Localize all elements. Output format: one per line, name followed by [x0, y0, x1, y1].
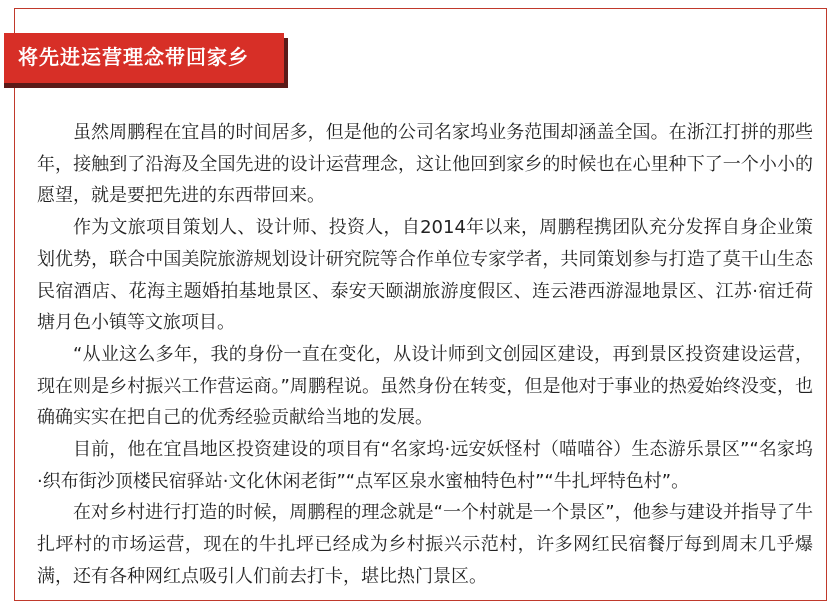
- section-title-banner: [0, 33, 284, 83]
- paragraph-5: 在对乡村进行打造的时候，周鹏程的理念就是“一个村就是一个景区”，他参与建设并指导了牛扎坪村的市场运营，现在的牛扎坪已经成为乡村振兴示范村，许多网红民宿餐厅每到周末几乎爆满，还有各种网红点吸引人们前去打卡，堪比热门景区。: [37, 502, 813, 587]
- paragraph-4: 目前，他在宜昌地区投资建设的项目有“名家坞·远安妖怪村（喵喵谷）生态游乐景区”“名家坞·织布街沙顶楼民宿驿站·文化休闲老街”“点军区泉水蜜柚特色村”“牛扎坪特色村”。: [37, 439, 813, 492]
- paragraph-3: “从业这么多年，我的身份一直在变化，从设计师到文创园区建设，再到景区投资建设运营，现在则是乡村振兴工作营运商。”周鹏程说。虽然身份在转变，但是他对于事业的热爱始终没变，也确确实实在把自己的优秀经验贡献给当地的发展。: [37, 343, 813, 429]
- paragraph-1: 虽然周鹏程在宜昌的时间居多，但是他的公司名家坞业务范围却涵盖全国。在浙江打拼的那些年，接触到了沿海及全国先进的设计运营理念，这让他回到家乡的时候也在心里种下了一个小小的愿望，就是要把先进的东西带回来。: [37, 122, 813, 207]
- paragraph-2: 作为文旅项目策划人、设计师、投资人，自2014年以来，周鹏程携团队充分发挥自身企业策划优势，联合中国美院旅游规划设计研究院等合作单位专家学者，共同策划参与打造了莫干山生态民宿酒店、花海主题婚拍基地景区、泰安天颐湖旅游度假区、连云港西游湿地景区、江苏·宿迁荷塘月色小镇等文旅项目。: [37, 217, 813, 334]
- section-title: 将先进运营理念带回家乡: [18, 45, 249, 69]
- article-body: [37, 117, 813, 593]
